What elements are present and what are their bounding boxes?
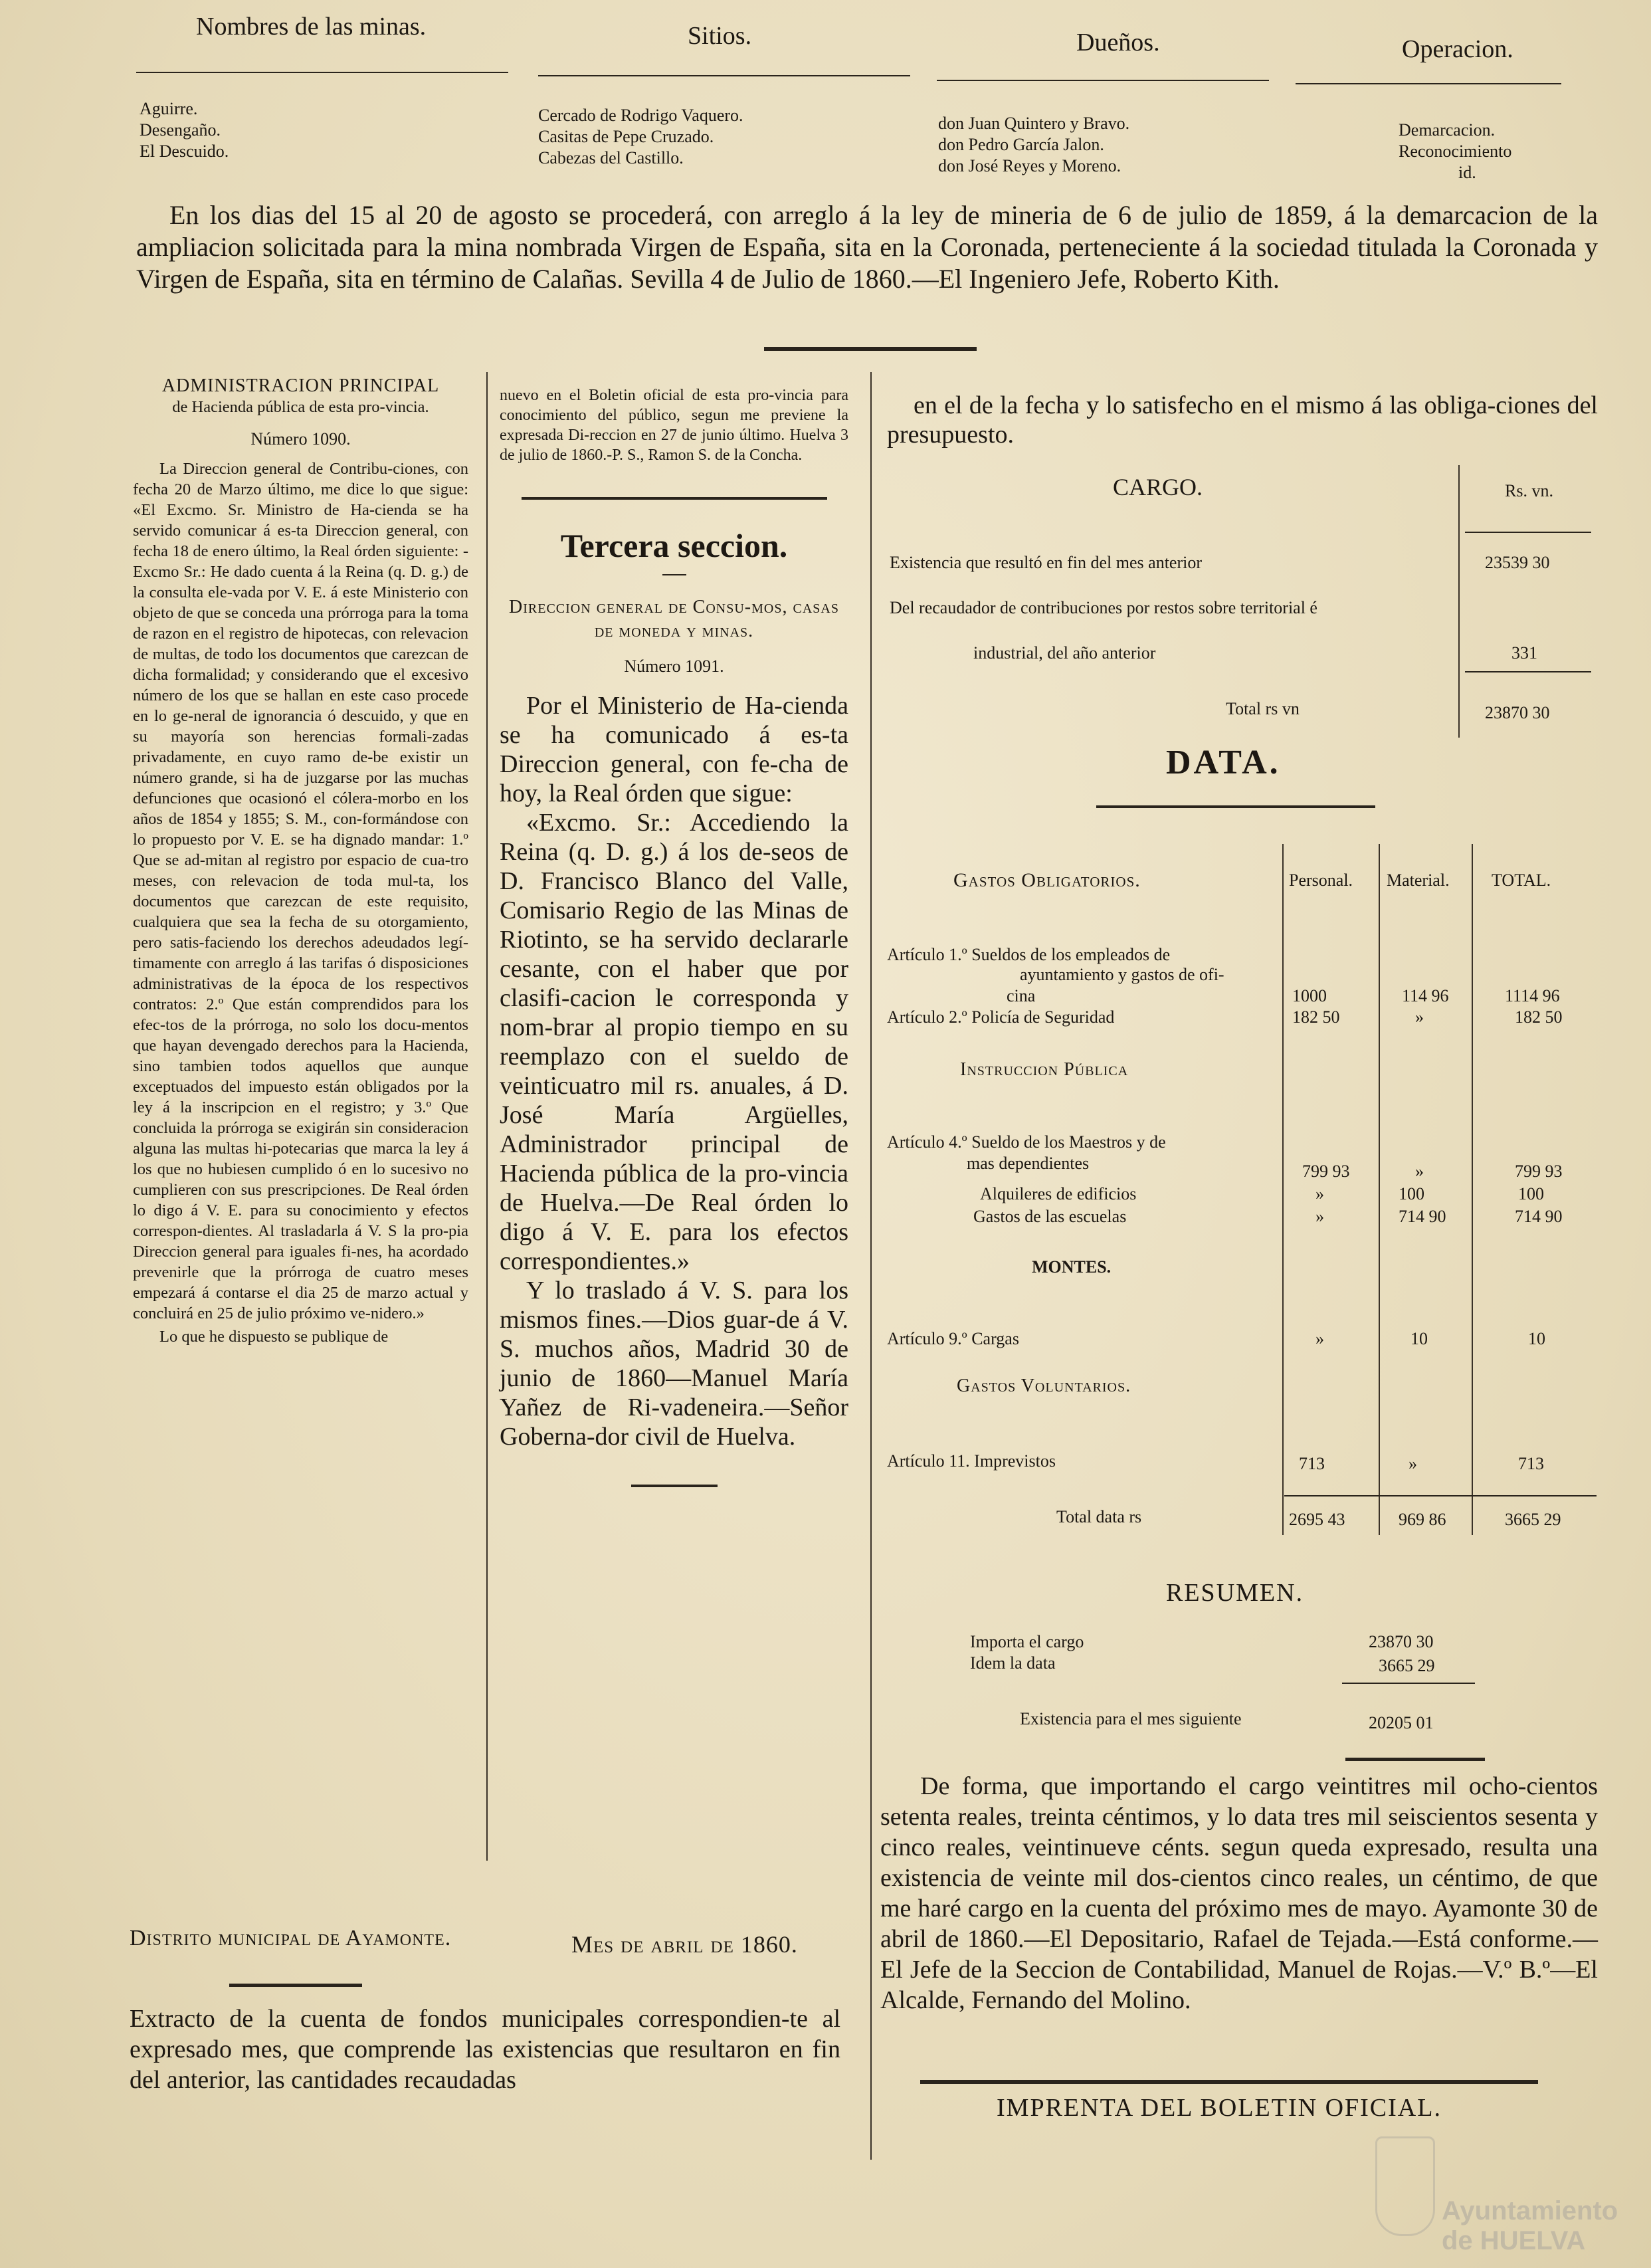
instr-row-label: Artículo 4.º Sueldo de los Maestros y de — [887, 1132, 1166, 1152]
mine-sites-list — [538, 105, 743, 169]
resumen-rule — [1342, 1683, 1475, 1684]
section-title: Tercera seccion. — [560, 527, 788, 564]
mine-owner: don Juan Quintero y Bravo. — [938, 114, 1130, 133]
mine-site: Casitas de Pepe Cruzado. — [538, 127, 714, 146]
watermark-text: Ayuntamiento de HUELVA — [1442, 2196, 1618, 2255]
middle-end-rule — [631, 1485, 718, 1487]
mine-owner: don José Reyes y Moreno. — [938, 156, 1121, 175]
montes-total: 10 — [1528, 1329, 1545, 1348]
admin-body-text: La Direccion general de Contribu-ciones, con fecha 20 de Marzo último, me dice lo que sigue: «El Excmo. Sr. Ministro de Ha-cienda se ha servido comunicar á es-ta Direccion general, con fecha 18 de enero último, la Real órden siguiente: -Excmo Sr.: He dado cuenta á la Reina (q. D. g.) de la consulta ele-vada por V. E. á este Ministerio con objeto de que se conceda una prórroga para la toma de razon en el registro de hipotecas, con relevacion de multas, de todo los documentos que carezcan de dicha formalidad; y considerando que el excesivo número de los que se hallan en este caso procede en lo ge-neral de ignorancia ó descuido, y que en su mayoría son herencias formali-zadas privadamente, en cuyo ramo de-be existir un número grande, si ha de juzgarse por las muchas defunciones que ocasionó el cólera-morbo en los años de 1854 y 1855; S. M., con-formándose con lo propuesto por V. E. se ha dignado mandar: 1.º Que se ad-mitan al registro por espacio de cua-tro meses, con relevacion de toda mul-ta, los documentos que carezcan de este requisito, cualquiera que sea la fecha de su otorgamiento, pero satis-faciendo los derechos adeudados legí-timamente con arreglo á las tarifas ó disposiciones administrativas de la época de los respectivos contratos: 2.º Que están comprendidos para los efec-tos de la prórroga, no solo los docu-mentos que hayan devengado derechos para la Hacienda, sino tambien todos aquellos que aunque exceptuados del impuesto están obligados por la ley á la inscripcion en el registro; y 3.º Que concluida la prórroga se exigirán sin consideracion alguna las multas hi-potecarias que marca la ley á los que no hubiesen cumplido ó en lo sucesivo no cumplieren con sus prescripciones. De Real órden lo digo á V. E. para su conocimiento y efectos correspon-dientes. Al trasladarla á V. S la pro-pia Direccion general para iguales fi-nes, ha acordado prevenirle que la prórroga de cuatro meses empezará á contarse el dia 25 de marzo actual y concluirá en 25 de julio próximo ve-nidero.» — [133, 460, 468, 1322]
cargo-unit: Rs. vn. — [1505, 481, 1553, 500]
resumen-end-rule — [1345, 1758, 1485, 1761]
cargo-row-label: industrial, del año anterior — [973, 643, 1156, 663]
data-personal: 182 50 — [1292, 1007, 1340, 1027]
data-total-rule — [1284, 1495, 1597, 1496]
section-dash — [662, 574, 686, 575]
cargo-unit-rule — [1465, 532, 1591, 533]
montes-material: 10 — [1410, 1329, 1428, 1348]
mine-names-list — [140, 98, 229, 162]
data-divider-2 — [1379, 844, 1380, 1535]
cargo-total-label: Total rs vn — [1226, 699, 1300, 718]
data-title: DATA. — [1166, 744, 1281, 781]
mine-operation: id. — [1458, 163, 1476, 182]
admin-subtitle: de Hacienda pública de esta pro-vincia. — [172, 398, 429, 416]
instr-total: 799 93 — [1515, 1162, 1563, 1181]
instr-material: 100 — [1399, 1184, 1424, 1203]
demarcation-notice: En los dias del 15 al 20 de agosto se procederá, con arreglo á la ley de mineria de 6 de julio de 1859, á la demarcacion de la ampliacion solicitada para la mina nombrada Virgen de España, sita en la Coronada, perteneciente á la sociedad titulada la Coronada y Virgen de España, sita en término de Calañas. Sevilla 4 de Julio de 1860.—El Ingeniero Jefe, Roberto Kith. — [136, 200, 1598, 294]
mine-owners-list — [938, 113, 1129, 177]
account-closing: De forma, que importando el cargo veintitres mil ocho-cientos setenta reales, treinta céntimos, y lo data tres mil seiscientos sesenta y cinco reales, veintinueve cénts. segun queda expresado, resulta una existencia de veinte mil dos-cientos cinco reales, un céntimo, de que me haré cargo en la cuenta del próximo mes de mayo. Ayamonte 30 de abril de 1860.—El Depositario, Rafael de Tejada.—Está conforme.—El Jefe de la Seccion de Contabilidad, Manuel de Rojas.—V.º B.º—El Alcalde, Fernando del Molino. — [880, 1772, 1598, 2014]
cargo-total-rule — [1465, 671, 1591, 672]
header-rule-2 — [538, 75, 910, 76]
data-divider-1 — [1282, 844, 1284, 1535]
instruccion-heading: Instruccion Pública — [960, 1059, 1129, 1080]
instr-total: 100 — [1518, 1184, 1544, 1203]
personal-header: Personal. — [1289, 871, 1353, 890]
mine-name: El Descuido. — [140, 142, 229, 161]
account-intro: en el de la fecha y lo satisfecho en el mismo á las obliga-ciones del presupuesto. — [887, 391, 1598, 449]
consumos-heading: Direccion general de Consu-mos, casas de moneda y minas. — [509, 597, 839, 641]
consumos-quote: «Excmo. Sr.: Accediendo la Reina (q. D. g.) á los de-seos de D. Francisco Blanco del Valle, Comisario Regio de las Minas de Riotinto, se ha servido declararle cesante, con el haber que por clasifi-cacion le corresponda y nom-brar al propio tiempo en su reemplazo con el sueldo de veinticuatro mil rs. anuales, á D. José María Argüelles, Administrador principal de Hacienda pública de la pro-vincia de Huelva.—De Real órden lo digo á V. E. para los efectos correspondientes.» — [500, 809, 848, 1275]
imprint-rule — [920, 2080, 1538, 2084]
data-total: 182 50 — [1515, 1007, 1563, 1027]
left-column — [133, 375, 468, 1347]
mine-name: Aguirre. — [140, 99, 198, 118]
middle-separator — [522, 497, 827, 500]
month-heading: Mes de abril de 1860. — [571, 1931, 798, 1958]
instr-material: » — [1415, 1162, 1424, 1181]
vol-personal: 713 — [1299, 1454, 1325, 1473]
mine-site: Cercado de Rodrigo Vaquero. — [538, 106, 743, 125]
header-rule-3 — [937, 80, 1269, 81]
resumen-total-label: Existencia para el mes siguiente — [1020, 1709, 1242, 1728]
cargo-title: CARGO. — [1113, 474, 1203, 500]
mine-operation: Reconocimiento — [1399, 142, 1512, 161]
data-total-personal: 2695 43 — [1289, 1510, 1345, 1529]
vol-material: » — [1408, 1454, 1417, 1473]
resumen-row-label: Idem la data — [970, 1653, 1056, 1673]
admin-body — [133, 459, 468, 1324]
data-row-label: cina — [1007, 986, 1036, 1005]
imprint: IMPRENTA DEL BOLETIN OFICIAL. — [997, 2094, 1442, 2122]
middle-top-text: nuevo en el Boletin oficial de esta pro-vincia para conocimiento del público, segun me previene la expresada Di-reccion en 27 de junio último. Huelva 3 de julio de 1860.-P. S., Ramon S. de la Concha. — [500, 387, 848, 464]
extract-text: Extracto de la cuenta de fondos municipales correspondien-te al expresado mes, que comprende las existencias que resultaron en fin del anterior, las cantidades recaudadas — [130, 2005, 840, 2094]
cargo-total: 23870 30 — [1485, 703, 1550, 722]
district-heading: Distrito municipal de Ayamonte. — [130, 1926, 452, 1950]
data-material: » — [1415, 1007, 1424, 1027]
instr-row-label: mas dependientes — [967, 1154, 1090, 1173]
data-personal: 1000 — [1292, 986, 1327, 1005]
resumen-total: 20205 01 — [1369, 1713, 1434, 1732]
vol-row-label: Artículo 11. Imprevistos — [887, 1451, 1056, 1471]
mine-operations-list — [1399, 120, 1511, 183]
data-material: 114 96 — [1402, 986, 1449, 1005]
resumen-title: RESUMEN. — [1166, 1579, 1304, 1607]
mine-operation: Demarcacion. — [1399, 120, 1496, 140]
mine-site: Cabezas del Castillo. — [538, 148, 684, 167]
data-divider-3 — [1472, 844, 1473, 1535]
district-rule — [229, 1984, 362, 1987]
consumos-number: Número 1091. — [624, 657, 724, 676]
header-rule-4 — [1296, 83, 1561, 84]
instr-total: 714 90 — [1515, 1207, 1563, 1226]
admin-title: ADMINISTRACION PRINCIPAL — [161, 375, 440, 396]
right-column — [887, 391, 1598, 449]
cargo-row-amount: 23539 30 — [1485, 553, 1550, 572]
cargo-row-label: Existencia que resultó en fin del mes anterior — [890, 553, 1203, 572]
column-divider-right — [870, 372, 872, 2160]
data-total-label: Total data rs — [1056, 1507, 1142, 1526]
data-total-material: 969 86 — [1399, 1510, 1446, 1529]
resumen-row-amount: 23870 30 — [1369, 1632, 1434, 1651]
montes-personal: » — [1315, 1329, 1324, 1348]
data-row-label: Artículo 1.º Sueldos de los empleados de — [887, 945, 1171, 964]
resumen-row-amount: 3665 29 — [1379, 1656, 1435, 1675]
middle-column — [500, 385, 848, 1487]
consumos-closing: Y lo traslado á V. S. para los mismos fines.—Dios guar-de á V. S. muchos años, Madrid 30 de junio de 1860—Manuel María Yañez de Ri-vadeneira.—Señor Goberna-dor civil de Huelva. — [500, 1277, 848, 1451]
instr-row-label: Alquileres de edificios — [980, 1184, 1137, 1203]
column-divider-left — [486, 372, 488, 1861]
notice-separator — [764, 347, 977, 351]
header-operation: Operacion. — [1402, 35, 1513, 63]
mine-owner: don Pedro García Jalon. — [938, 135, 1104, 154]
header-mine-names: Nombres de las minas. — [196, 13, 427, 41]
cargo-row-amount: 331 — [1511, 643, 1537, 663]
admin-closing: Lo que he dispuesto se publique de — [159, 1328, 389, 1346]
vol-total: 713 — [1518, 1454, 1544, 1473]
montes-heading: MONTES. — [1032, 1257, 1112, 1277]
data-table — [887, 844, 1598, 1562]
gastos-obligatorios-heading: Gastos Obligatorios. — [953, 869, 1141, 891]
consumos-intro: Por el Ministerio de Ha-cienda se ha comunicado á es-ta Direccion general, con fe-cha de hoy, la Real órden que sigue: — [500, 692, 848, 807]
huelva-crest-icon — [1375, 2136, 1435, 2236]
cargo-table — [887, 465, 1598, 731]
instr-personal: 799 93 — [1302, 1162, 1350, 1181]
header-owners: Dueños. — [1076, 29, 1160, 56]
montes-row-label: Artículo 9.º Cargas — [887, 1329, 1019, 1348]
data-row-label: Artículo 2.º Policía de Seguridad — [887, 1007, 1115, 1027]
admin-number: Número 1090. — [250, 429, 351, 449]
data-row-label: ayuntamiento y gastos de ofi- — [1020, 965, 1224, 984]
instr-row-label: Gastos de las escuelas — [973, 1207, 1127, 1226]
header-rule-1 — [136, 72, 508, 73]
cargo-divider — [1458, 465, 1460, 738]
total-header: TOTAL. — [1492, 871, 1551, 890]
resumen-row-label: Importa el cargo — [970, 1632, 1084, 1651]
data-total-total: 3665 29 — [1505, 1510, 1561, 1529]
instr-material: 714 90 — [1399, 1207, 1446, 1226]
resumen-table — [970, 1628, 1475, 1741]
cargo-row-label: Del recaudador de contribuciones por restos sobre territorial é — [890, 598, 1317, 617]
voluntarios-heading: Gastos Voluntarios. — [957, 1376, 1131, 1396]
data-rule — [1096, 805, 1375, 808]
instr-personal: » — [1315, 1184, 1324, 1203]
material-header: Material. — [1387, 871, 1450, 890]
instr-personal: » — [1315, 1207, 1324, 1226]
mine-name: Desengaño. — [140, 120, 221, 140]
header-sites: Sitios. — [688, 22, 752, 50]
data-total: 1114 96 — [1505, 986, 1560, 1005]
